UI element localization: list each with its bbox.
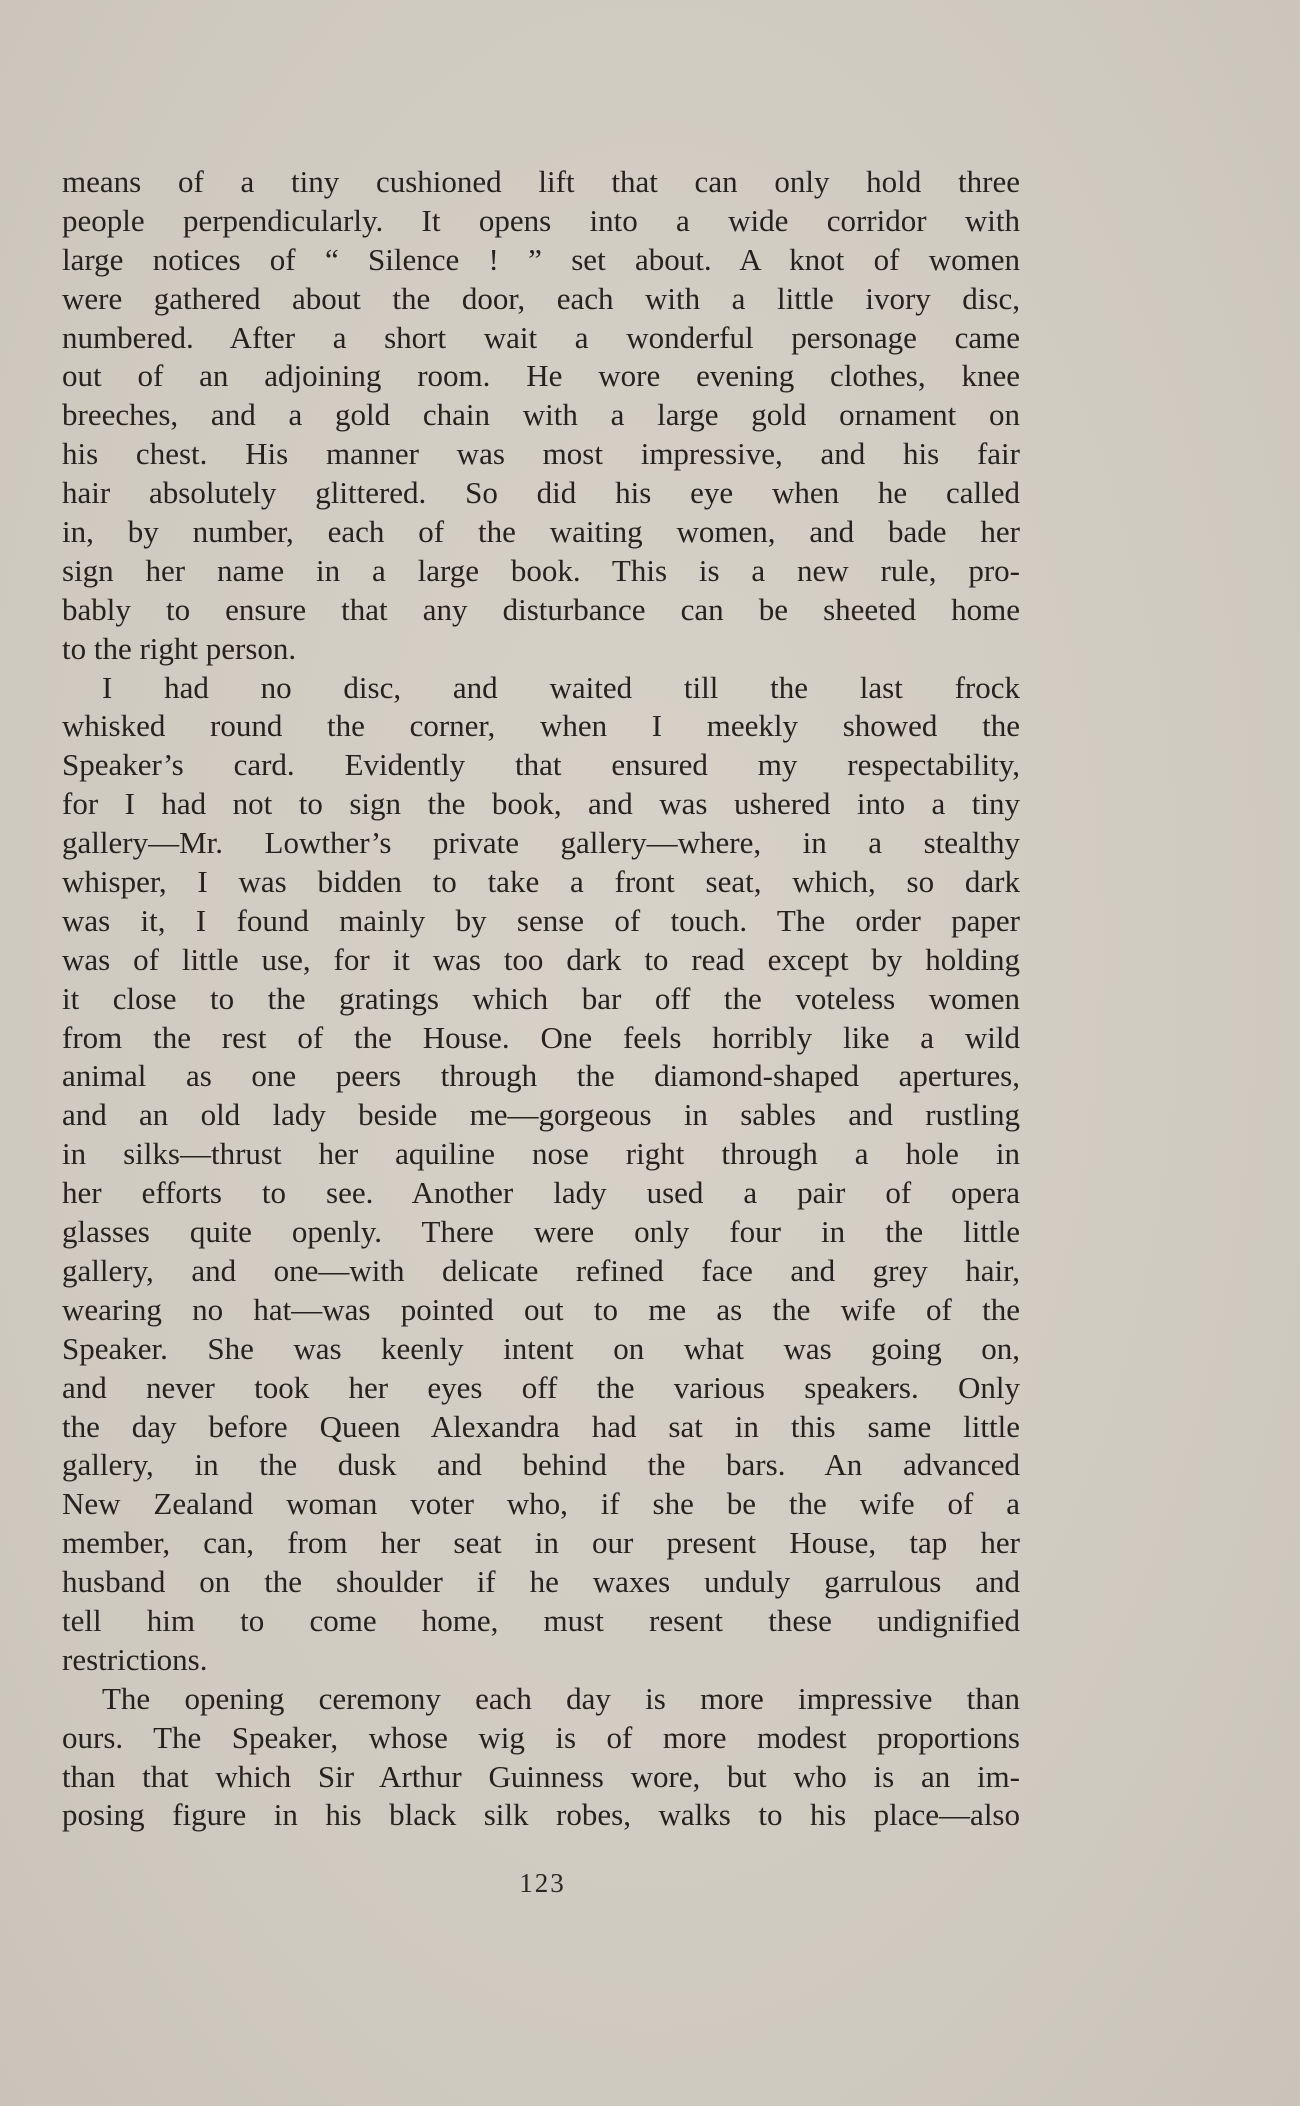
text-line: breeches, and a gold chain with a large gold ornament on [62, 397, 1020, 433]
text-line: whisked round the corner, when I meekly showed the [62, 708, 1020, 744]
text-line: gallery—Mr. Lowther’s private gallery—where, in a stealthy [62, 825, 1020, 861]
text-line: large notices of “ Silence ! ” set about. A knot of women [62, 241, 1020, 277]
text-line: numbered. After a short wait a wonderful personage came [62, 319, 1020, 355]
text-line: and an old lady beside me—gorgeous in sables and rustling [62, 1097, 1020, 1133]
text-line: member, can, from her seat in our present House, tap her [62, 1525, 1020, 1561]
text-line: means of a tiny cushioned lift that can only hold three [62, 164, 1020, 199]
text-line: gallery, and one—with delicate refined face and grey hair, [62, 1252, 1020, 1288]
body-text [62, 163, 1020, 1835]
text-line: out of an adjoining room. He wore evening clothes, knee [62, 358, 1020, 394]
text-line: sign her name in a large book. This is a new rule, pro- [62, 552, 1020, 588]
text-line: was it, I found mainly by sense of touch. The order paper [62, 902, 1020, 938]
paragraph [62, 1680, 1020, 1836]
text-line: glasses quite openly. There were only four in the little [62, 1214, 1020, 1250]
text-line: his chest. His manner was most impressive, and his fair [62, 436, 1020, 472]
text-line: hair absolutely glittered. So did his eye when he called [62, 475, 1020, 511]
text-line: tell him to come home, must resent these undignified [62, 1602, 1020, 1638]
text-line: than that which Sir Arthur Guinness wore, but who is an im- [62, 1758, 1020, 1794]
text-line: were gathered about the door, each with a little ivory disc, [62, 280, 1020, 316]
text-line: it close to the gratings which bar off the voteless women [62, 980, 1020, 1016]
paragraph [62, 163, 1020, 669]
text-line: The opening ceremony each day is more impressive than [102, 1680, 1020, 1716]
text-line: Speaker’s card. Evidently that ensured my respectability, [62, 747, 1020, 783]
text-line: to the right person. [62, 630, 297, 666]
text-line: Speaker. She was keenly intent on what was going on, [62, 1330, 1020, 1366]
text-line: in silks—thrust her aquiline nose right through a hole in [62, 1136, 1020, 1172]
text-line: bably to ensure that any disturbance can be sheeted home [62, 591, 1020, 627]
text-line: in, by number, each of the waiting women, and bade her [62, 514, 1020, 550]
text-line: her efforts to see. Another lady used a pair of opera [62, 1175, 1020, 1211]
text-line: the day before Queen Alexandra had sat in this same little [62, 1408, 1020, 1444]
text-line: ours. The Speaker, whose wig is of more modest proportions [62, 1719, 1020, 1755]
text-line: posing figure in his black silk robes, walks to his place—also [62, 1797, 1020, 1833]
text-line: animal as one peers through the diamond-shaped apertures, [62, 1058, 1020, 1094]
text-line: whisper, I was bidden to take a front seat, which, so dark [62, 864, 1020, 900]
text-line: New Zealand woman voter who, if she be the wife of a [62, 1486, 1020, 1522]
paragraph [62, 669, 1020, 1680]
text-line: was of little use, for it was too dark to read except by holding [62, 941, 1020, 977]
text-line: wearing no hat—was pointed out to me as the wife of the [62, 1291, 1020, 1327]
text-line: I had no disc, and waited till the last frock [102, 669, 1020, 705]
text-line: for I had not to sign the book, and was ushered into a tiny [62, 786, 1020, 822]
text-line: husband on the shoulder if he waxes unduly garrulous and [62, 1564, 1020, 1600]
text-line: people perpendicularly. It opens into a wide corridor with [62, 202, 1020, 238]
text-line: and never took her eyes off the various speakers. Only [62, 1369, 1020, 1405]
text-line: restrictions. [62, 1641, 208, 1677]
text-line: gallery, in the dusk and behind the bars. An advanced [62, 1447, 1020, 1483]
text-line: from the rest of the House. One feels horribly like a wild [62, 1019, 1020, 1055]
page-number: 123 [519, 1868, 566, 1898]
